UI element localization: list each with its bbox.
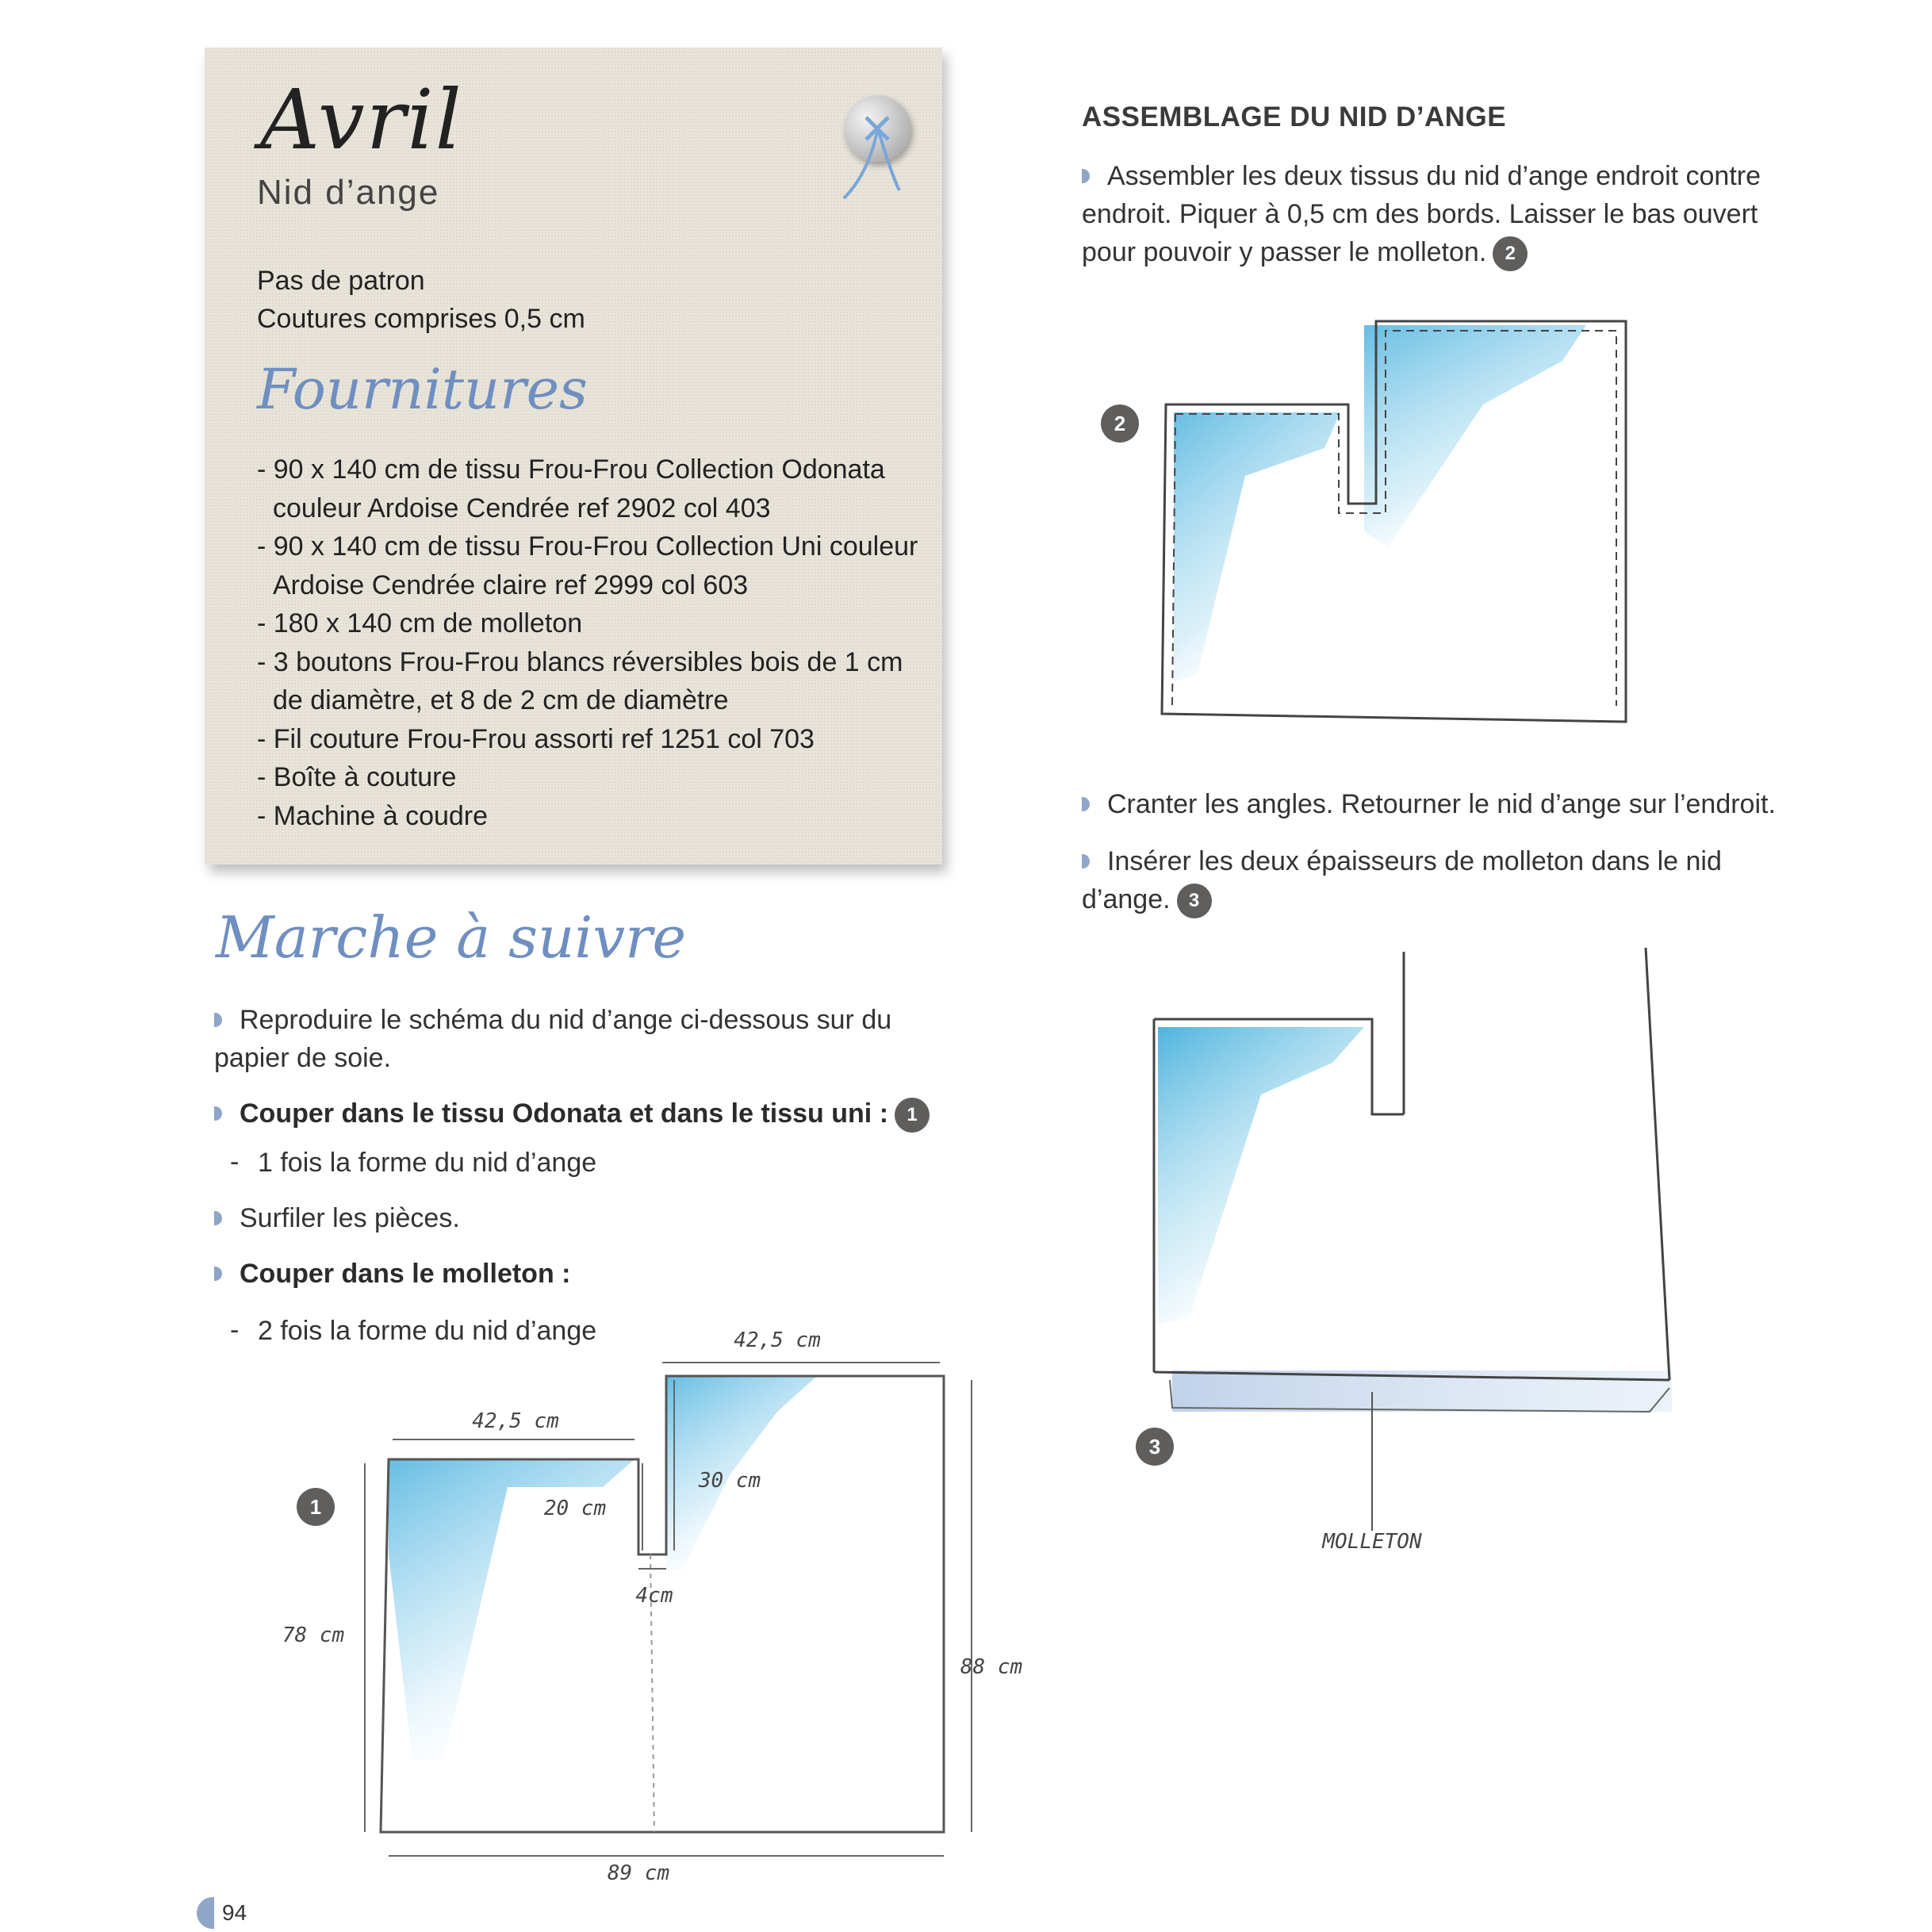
assembly-diagram [1150, 309, 1658, 738]
marche-heading: Marche à suivre [216, 904, 687, 971]
step-inserer [1082, 842, 1796, 918]
step-text: Couper dans le tissu Odonata et dans le tissu uni : [240, 1098, 889, 1129]
step-couper-molleton [214, 1255, 570, 1293]
dim-label: 88 cm [960, 1655, 1023, 1679]
info-line: Coutures comprises 0,5 cm [257, 304, 585, 334]
dash-mark: - [230, 1315, 240, 1345]
step-badge: 1 [895, 1098, 930, 1133]
step-reproduire [214, 1001, 928, 1077]
dim-label: 42,5 cm [734, 1328, 821, 1352]
pattern-outline [1646, 948, 1669, 1380]
step-text: Insérer les deux épaisseurs de molleton dans le nid d’ange. [1082, 846, 1722, 914]
dash-mark: - [230, 1147, 240, 1177]
card-subtitle: Nid d’ange [257, 173, 440, 212]
pattern-diagram [262, 1317, 1055, 1896]
substep [258, 1144, 596, 1182]
diagram-badge: 2 [1101, 404, 1139, 443]
dim-label: 20 cm [543, 1497, 607, 1520]
diagram-badge: 1 [297, 1488, 335, 1526]
step-text: Assembler les deux tissus du nid d’ange endroit contre endroit. Piquer à 0,5 cm des bords. Laisser le bas ouvert pour pouvoir y passer le molleton. [1082, 161, 1761, 267]
supply-item: - Fil couture Frou-Frou assorti ref 1251 col 703 [257, 723, 815, 754]
card-info [257, 262, 585, 338]
step-badge: 2 [1493, 236, 1528, 271]
molleton-label: MOLLETON [1322, 1530, 1422, 1554]
diagram-badge: 3 [1136, 1428, 1174, 1466]
watercolor-wash [1158, 1027, 1364, 1324]
supplies-card [205, 48, 942, 864]
molleton-diagram [1142, 944, 1697, 1562]
dim-label: 30 cm [698, 1469, 761, 1493]
watercolor-wash [1174, 412, 1340, 682]
supply-item: - 90 x 140 cm de tissu Frou-Frou Collection Uni couleur Ardoise Cendrée claire ref 2999 col 603 [257, 531, 918, 600]
supply-item: - Boîte à couture [257, 762, 457, 792]
step-surfiler [214, 1199, 460, 1237]
step-assembler [1082, 157, 1796, 271]
bullet-icon [1082, 169, 1090, 183]
assemblage-heading: ASSEMBLAGE DU NID D’ANGE [1082, 102, 1507, 132]
bullet-icon [214, 1106, 222, 1121]
bullet-icon [214, 1211, 222, 1225]
bullet-icon [214, 1013, 222, 1027]
info-line: Pas de patron [257, 266, 425, 296]
step-couper-tissu [214, 1094, 976, 1133]
dim-label: 4cm [635, 1584, 673, 1608]
step-text: Surfiler les pièces. [240, 1203, 460, 1233]
card-title: Avril [260, 71, 463, 168]
button-icon [844, 95, 910, 162]
step-text: Reproduire le schéma du nid d’ange ci-dessous sur du papier de soie. [214, 1005, 892, 1073]
supply-item: - Machine à coudre [257, 800, 489, 831]
dim-label: 78 cm [282, 1623, 345, 1647]
step-badge: 3 [1177, 884, 1212, 918]
bullet-icon [1082, 797, 1090, 811]
substep-text: 2 fois la forme du nid d’ange [258, 1316, 597, 1346]
step-text: Cranter les angles. Retourner le nid d’ange sur l’endroit. [1107, 789, 1776, 819]
step-cranter [1082, 785, 1796, 823]
bullet-icon [1082, 854, 1090, 868]
supplies-list [257, 450, 923, 835]
bullet-icon [214, 1267, 222, 1281]
supply-item: - 180 x 140 cm de molleton [257, 608, 583, 638]
substep-text: 1 fois la forme du nid d’ange [258, 1148, 597, 1178]
page-tab [197, 1897, 214, 1929]
step-text: Couper dans le molleton : [240, 1259, 571, 1289]
watercolor-wash [1364, 325, 1586, 547]
dim-label: 89 cm [607, 1861, 670, 1885]
supply-item: - 90 x 140 cm de tissu Frou-Frou Collection Odonata couleur Ardoise Cendrée ref 2902 col 403 [257, 454, 885, 523]
supply-item: - 3 boutons Frou-Frou blancs réversibles bois de 1 cm de diamètre, et 8 de 2 cm de diamètre [257, 646, 903, 715]
page-number: 94 [222, 1900, 247, 1925]
fournitures-heading: Fournitures [257, 357, 588, 422]
dim-label: 42,5 cm [472, 1409, 559, 1433]
